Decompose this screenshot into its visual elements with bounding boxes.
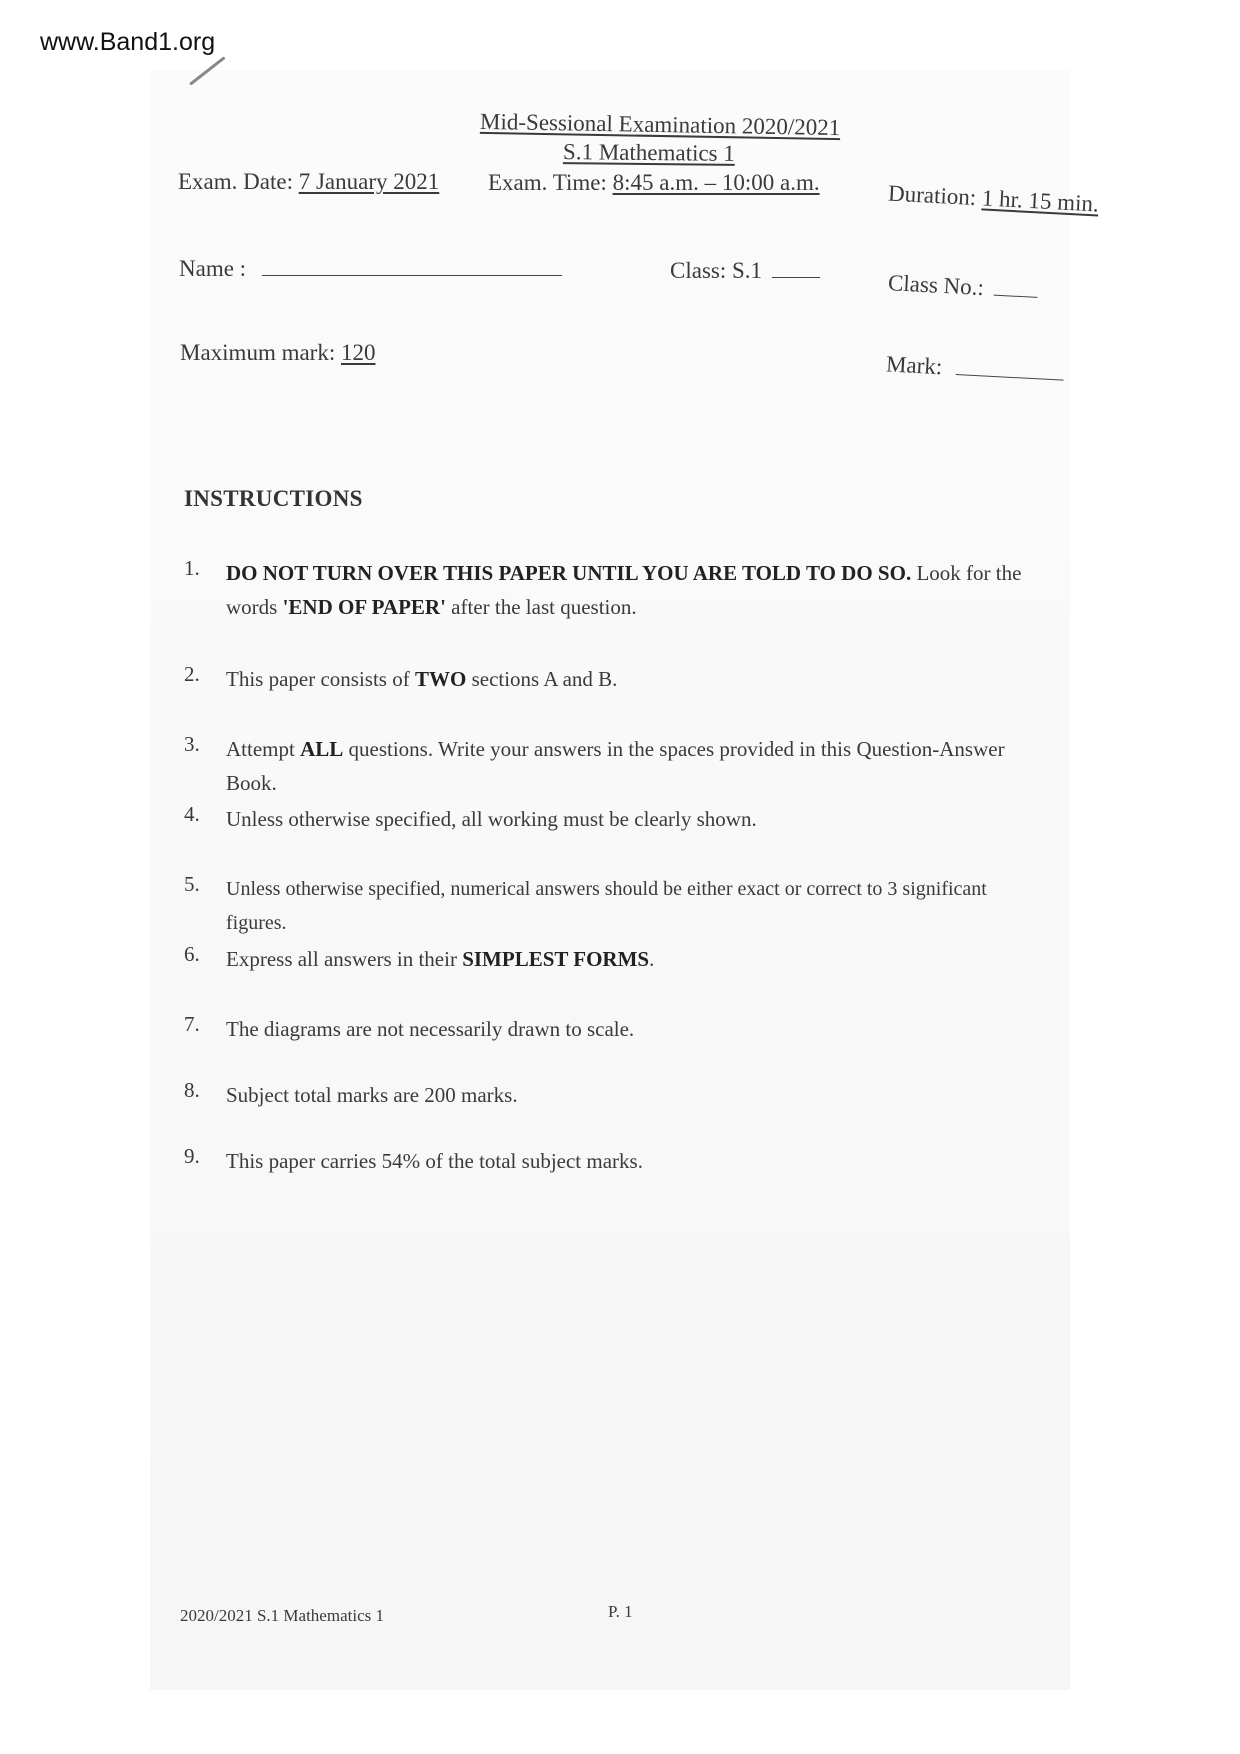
instruction-number: 7. (184, 1012, 200, 1036)
exam-date-label: Exam. Date: (178, 169, 293, 194)
duration-label: Duration: (887, 180, 977, 211)
mark-blank[interactable] (956, 374, 1064, 381)
instruction-item (184, 802, 1026, 836)
instruction-item (184, 662, 1026, 696)
max-mark-value: 120 (340, 340, 376, 365)
instruction-text: Subject total marks are 200 marks. (226, 1083, 518, 1107)
footer-course: 2020/2021 S.1 Mathematics 1 (180, 1606, 384, 1625)
mark-label: Mark: (885, 351, 943, 380)
instruction-text: Express all answers in their (226, 947, 463, 971)
instruction-number: 1. (184, 556, 200, 580)
class-label: Class: S.1 (670, 258, 763, 283)
instruction-number: 9. (184, 1144, 200, 1168)
name-field (179, 256, 562, 282)
instruction-number: 3. (184, 732, 200, 756)
exam-time-value: 8:45 a.m. – 10:00 a.m. (612, 170, 820, 195)
instructions-heading: INSTRUCTIONS (184, 486, 363, 511)
instruction-number: 5. (184, 872, 200, 896)
exam-date (178, 169, 439, 195)
instruction-bold: DO NOT TURN OVER THIS PAPER UNTIL YOU ARE TOLD TO DO SO. (226, 561, 912, 585)
instruction-text: Look for the words (226, 561, 1022, 619)
instruction-bold: TWO (414, 667, 467, 691)
name-label: Name : (179, 256, 247, 281)
instruction-bold: SIMPLEST FORMS (462, 947, 650, 971)
instruction-bold: 'END OF PAPER' (282, 595, 446, 619)
max-mark-label: Maximum mark: (180, 340, 336, 365)
name-blank[interactable] (262, 275, 562, 276)
exam-title: Mid-Sessional Examination 2020/2021 (479, 108, 841, 141)
instruction-text: after the last question. (445, 595, 637, 619)
instruction-text: questions. Write your answers in the spaces provided in this Question-Answer Book. (226, 737, 1005, 795)
maximum-mark (180, 340, 375, 366)
instruction-item (184, 556, 1026, 624)
instruction-text: This paper consists of (226, 667, 415, 691)
instruction-number: 4. (184, 802, 200, 826)
exam-date-value: 7 January 2021 (298, 169, 440, 194)
instruction-text: Unless otherwise specified, numerical answers should be either exact or correct to 3 significant figures. (226, 878, 987, 934)
instruction-text: Attempt (226, 737, 301, 761)
instruction-item (184, 1078, 1026, 1112)
class-blank[interactable] (772, 277, 820, 278)
instruction-bold: ALL (300, 737, 344, 761)
instruction-item (184, 1012, 1026, 1046)
instruction-item (184, 942, 1026, 976)
class-no-blank[interactable] (993, 295, 1037, 298)
exam-subject: S.1 Mathematics 1 (562, 139, 735, 166)
instruction-number: 6. (184, 942, 200, 966)
exam-time (488, 170, 820, 196)
footer-page-number: P. 1 (608, 1602, 633, 1621)
instruction-text: The diagrams are not necessarily drawn to scale. (226, 1017, 635, 1041)
instruction-item (184, 732, 1026, 800)
class-no-label: Class No.: (887, 270, 985, 301)
instruction-number: 2. (184, 662, 200, 686)
instruction-item (184, 1144, 1026, 1178)
instruction-text: sections A and B. (466, 667, 618, 691)
duration-value: 1 hr. 15 min. (981, 185, 1100, 217)
class-field (670, 258, 820, 284)
exam-time-label: Exam. Time: (488, 170, 607, 195)
instruction-text: Unless otherwise specified, all working must be clearly shown. (226, 807, 757, 831)
instruction-item (184, 872, 1026, 940)
site-watermark: www.Band1.org (40, 28, 216, 56)
instruction-text: This paper carries 54% of the total subject marks. (226, 1149, 643, 1173)
instruction-text: . (649, 947, 655, 971)
instruction-number: 8. (184, 1078, 200, 1102)
